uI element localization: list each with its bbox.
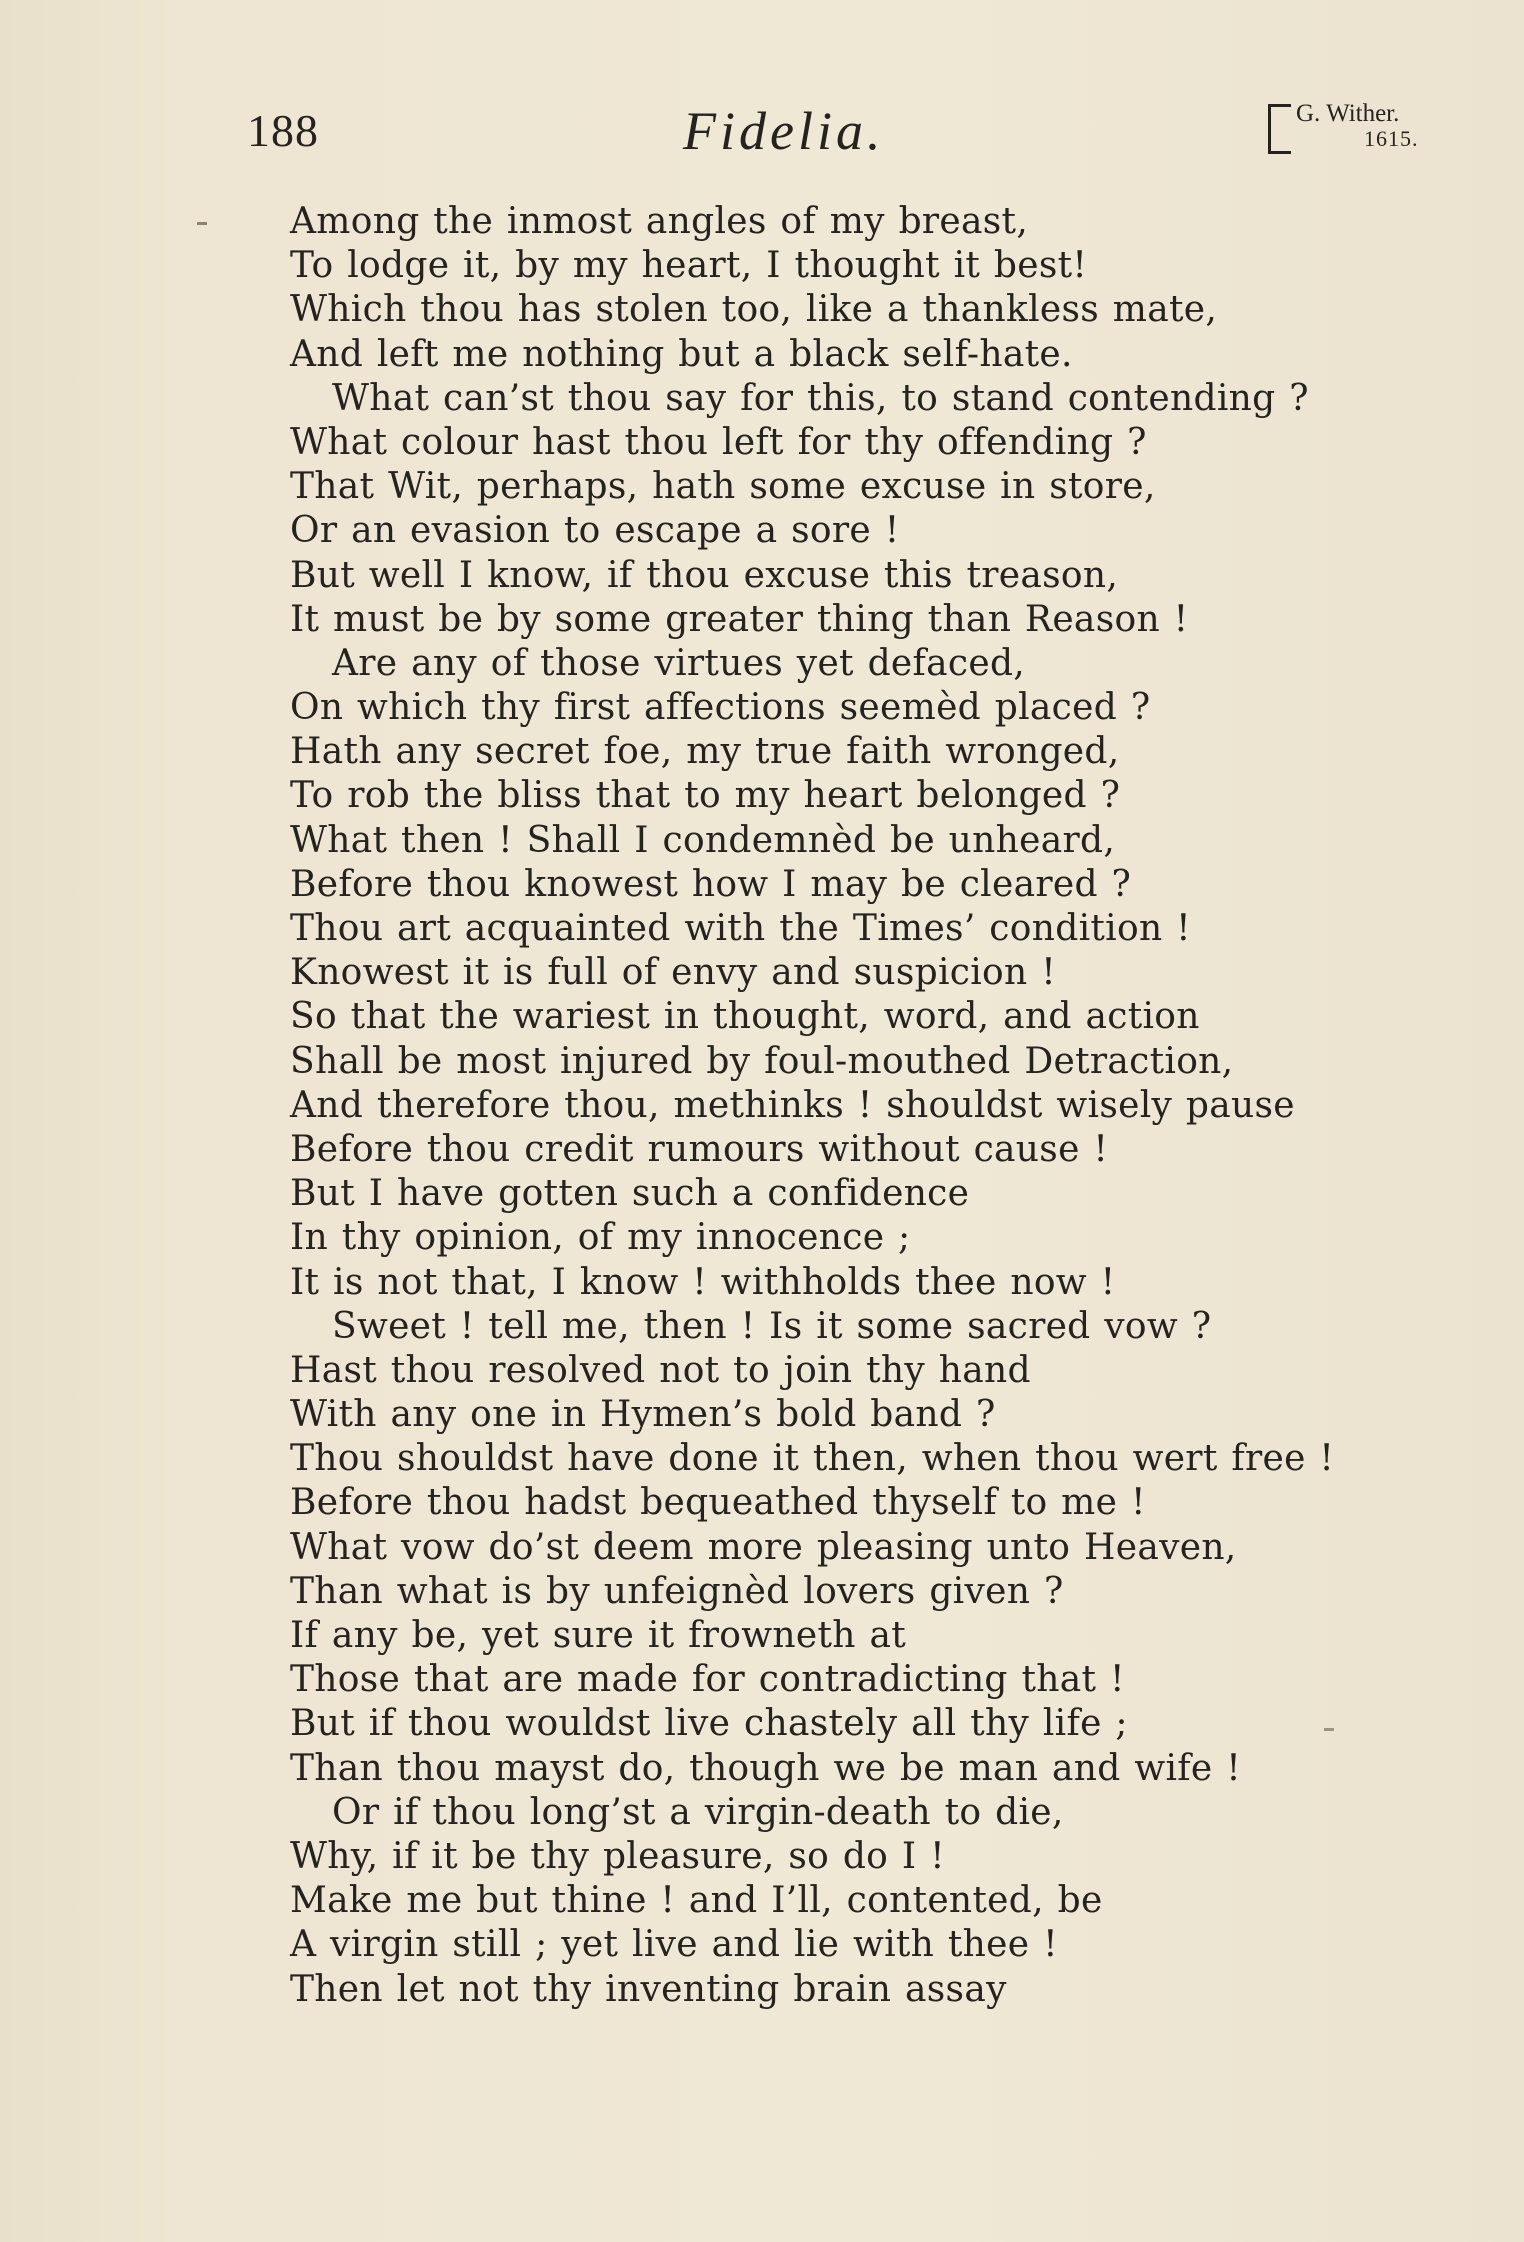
running-title [683, 100, 884, 162]
poem-line: What can’st thou say for this, to stand contending ? [332, 377, 1309, 419]
poem-line: Which thou has stolen too, like a thankless mate, [290, 289, 1218, 331]
poem-line: What colour hast thou left for thy offending ? [290, 421, 1147, 463]
page-number: 188 [247, 105, 319, 156]
author-bracket-icon [1268, 104, 1291, 154]
poem-line: Make me but thine ! and I’ll, contented, be [290, 1880, 1103, 1922]
poem-line: Why, if it be thy pleasure, so do I ! [290, 1835, 945, 1877]
poem-line: Sweet ! tell me, then ! Is it some sacred vow ? [332, 1305, 1212, 1347]
poem-line: And therefore thou, methinks ! shouldst wisely pause [290, 1084, 1295, 1126]
poem-line: But I have gotten such a confidence [290, 1173, 970, 1215]
poem-line: Than thou mayst do, though we be man and wife ! [290, 1747, 1242, 1789]
poem-line: Shall be most injured by foul-mouthed Detraction, [290, 1040, 1234, 1082]
poem-text [290, 200, 1410, 2012]
poem-line: Thou art acquainted with the Times’ condition ! [290, 908, 1191, 949]
poem-line: What then ! Shall I condemnèd be unheard, [290, 819, 1116, 861]
poem-line: That Wit, perhaps, hath some excuse in store, [290, 466, 1156, 508]
poem-line: If any be, yet sure it frowneth at [290, 1615, 906, 1656]
poem-line: Or an evasion to escape a sore ! [290, 510, 900, 552]
poem-line: It is not that, I know ! withholds thee now ! [290, 1261, 1116, 1303]
poem-line: Those that are made for contradicting that ! [290, 1659, 1125, 1701]
poem-line: Before thou credit rumours without cause ! [290, 1128, 1109, 1170]
poem-line: Or if thou long’st a virgin-death to die, [332, 1791, 1064, 1833]
poem-line: But well I know, if thou excuse this treason, [290, 554, 1119, 596]
poem-line: But if thou wouldst live chastely all thy life ; [290, 1703, 1128, 1745]
poem-line: In thy opinion, of my innocence ; [290, 1217, 911, 1259]
poem-line: Before thou hadst bequeathed thyself to me ! [290, 1482, 1146, 1524]
poem-line: Among the inmost angles of my breast, [290, 201, 1029, 242]
running-title-text: Fidelia. [683, 101, 885, 161]
poem-line: So that the wariest in thought, word, and action [290, 996, 1200, 1038]
poem-line: Thou shouldst have done it then, when thou wert free ! [290, 1438, 1335, 1480]
poem-line: Than what is by unfeignèd lovers given ? [290, 1570, 1064, 1612]
poem-line: Knowest it is full of envy and suspicion ! [290, 952, 1057, 994]
poem-line: Then let not thy inventing brain assay [290, 1968, 1007, 2010]
poem-line: With any one in Hymen’s bold band ? [290, 1394, 996, 1436]
poem-line: To rob the bliss that to my heart belonged ? [290, 775, 1121, 817]
poem-line: Hath any secret foe, my true faith wronged, [290, 731, 1120, 773]
author-year: 1615. [1364, 126, 1419, 151]
poem-line: Before thou knowest how I may be cleared ? [290, 863, 1132, 905]
poem-line: It must be by some greater thing than Reason ! [290, 598, 1189, 640]
poem-line: What vow do’st deem more pleasing unto Heaven, [290, 1526, 1237, 1568]
poem-line: To lodge it, by my heart, I thought it best! [290, 245, 1088, 287]
poem-line: Hast thou resolved not to join thy hand [290, 1349, 1031, 1391]
poem-line: And left me nothing but a black self-hate. [290, 333, 1073, 375]
margin-mark [197, 222, 207, 225]
poem-line: A virgin still ; yet live and lie with thee ! [290, 1924, 1058, 1966]
poem-line: Are any of those virtues yet defaced, [332, 642, 1026, 684]
poem-line: On which thy first affections seemèd placed ? [290, 687, 1151, 729]
author-name: G. Wither. [1296, 100, 1400, 127]
